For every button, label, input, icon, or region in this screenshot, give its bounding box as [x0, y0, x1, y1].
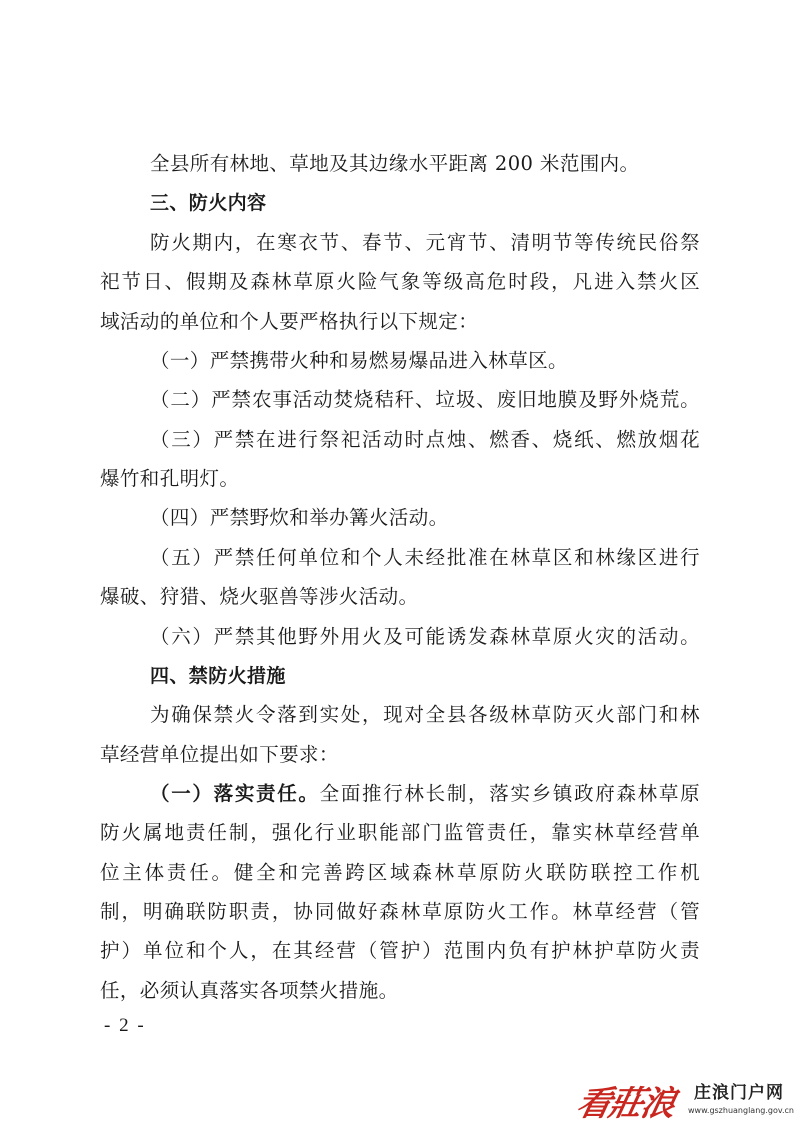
list-item: （四）严禁野炊和举办篝火活动。 — [150, 506, 449, 529]
section-heading-4: 四、禁防火措施 — [150, 665, 286, 687]
logo-script-text: 看莊浪 — [573, 1084, 678, 1124]
list-item: （五）严禁任何单位和个人未经批准在林草区和林缘区进行 — [150, 546, 700, 569]
text-line: 域活动的单位和个人要严格执行以下规定： — [100, 310, 479, 333]
list-item: （二）严禁农事活动焚烧秸秆、垃圾、废旧地膜及野外烧荒。 — [150, 388, 700, 411]
text-line: 任，必须认真落实各项禁火措施。 — [100, 979, 399, 1002]
text-line: 全县所有林地、草地及其边缘水平距离 200 米范围内。 — [150, 152, 640, 175]
page-number: - 2 - — [104, 1015, 146, 1036]
text-line: 制，明确联防职责，协同做好森林草原防火工作。林草经营（管 — [100, 900, 700, 923]
list-item: （一）严禁携带火种和易燃易爆品进入林草区。 — [150, 349, 568, 372]
text-line: 防火属地责任制，强化行业职能部门监管责任，靠实林草经营单 — [100, 821, 700, 844]
text-line: 祀节日、假期及森林草原火险气象等级高危时段，凡进入禁火区 — [100, 270, 700, 293]
measure-text: 全面推行林长制，落实乡镇政府森林草原 — [319, 782, 700, 805]
measure-item-1 — [150, 775, 700, 813]
logo-site-url: www.gszhuanglang.gov.cn — [688, 1106, 794, 1115]
list-item: （三）严禁在进行祭祀活动时点烛、燃香、烧纸、燃放烟花 — [150, 428, 700, 451]
text-line: 草经营单位提出如下要求： — [100, 743, 339, 766]
text-line: 位主体责任。健全和完善跨区域森林草原防火联防联控工作机 — [100, 861, 700, 884]
text-line: 防火期内，在寒衣节、春节、元宵节、清明节等传统民俗祭 — [150, 231, 700, 254]
text-line: 爆竹和孔明灯。 — [100, 467, 240, 490]
site-watermark-logo — [560, 1072, 794, 1128]
text-line: 为确保禁火令落到实处，现对全县各级林草防灭火部门和林 — [150, 703, 700, 726]
logo-site-name: 庄浪门户网 — [694, 1083, 784, 1103]
section-heading-3: 三、防火内容 — [150, 192, 267, 214]
text-line: 爆破、狩猎、烧火驱兽等涉火活动。 — [100, 585, 419, 608]
bold-title: 落实责任。 — [213, 782, 320, 805]
bold-prefix: （一） — [150, 782, 214, 805]
list-item: （六）严禁其他野外用火及可能诱发森林草原火灾的活动。 — [150, 625, 700, 648]
text-line: 护）单位和个人，在其经营（管护）范围内负有护林护草防火责 — [100, 939, 700, 962]
